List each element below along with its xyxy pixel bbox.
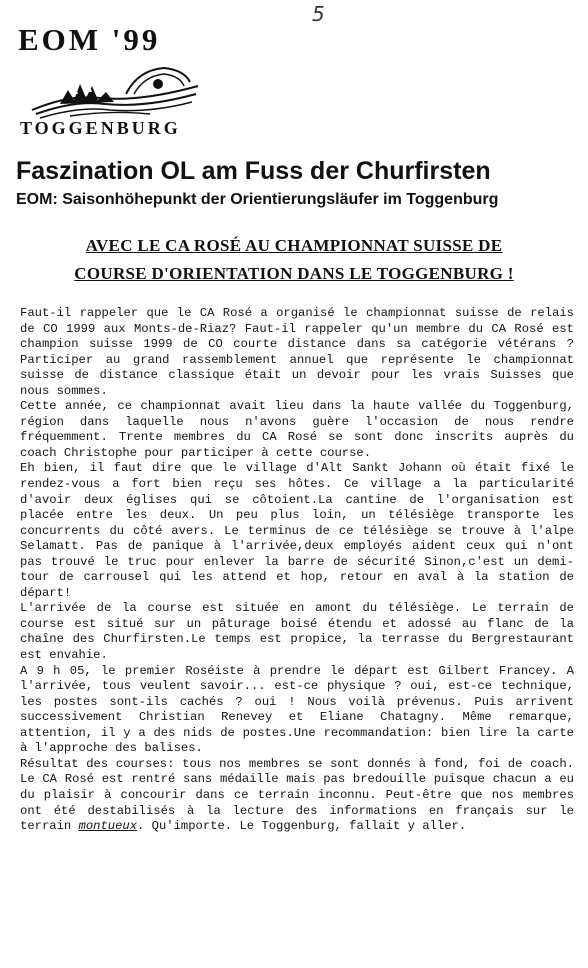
paragraph: Faut-il rappeler que le CA Rosé a organisé le championnat suisse de relais de CO 1999 aux Monts-de-Riaz? Faut-il rappeler qu'un membre du CA Rosé est champion suisse 1999 de CO courte distance dans sa catégorie vétérans ? Participer au grand rassemblement annuel que représente le championnat suisse de distance classique était un devoir pour les vrais Suisses que nous sommes.: [20, 306, 574, 398]
headline: Faszination OL am Fuss der Churfirsten: [16, 157, 491, 185]
page-number: 5: [312, 2, 325, 26]
subheadline: EOM: Saisonhöhepunkt der Orientierungsläufer im Toggenburg: [16, 191, 499, 208]
article-body: [20, 306, 574, 835]
article-title-line-2: COURSE D'ORIENTATION DANS LE TOGGENBURG !: [74, 264, 514, 283]
paragraph-last: [20, 757, 574, 835]
emphasized-word: montueux: [78, 819, 138, 834]
event-title: EOM '99: [18, 22, 161, 57]
paragraph: Eh bien, il faut dire que le village d'Alt Sankt Johann où était fixé le rendez-vous a fort bien reçu ses hôtes. Ce village a la particularité d'avoir deux églises qui se côtoient.La cantine de l'organisation est placée entre les deux. Un peu plus loin, un télésiège transporte les concurrents du côté avers. Le terminus de ce télésiège se trouve à l'alpe Selamatt. Pas de panique à l'arrivée,deux employés aident ceux qui n'ont pas trouvé le truc pour enlever la barre de sécurité Sinon,c'est un demi-tour de carrousel qui les attend et hop, retour en aval à la station de départ!: [20, 461, 574, 600]
paragraph: L'arrivée de la course est située en amont du télésiège. Le terrain de course est situé sur un pâturage boisé étendu et adossé au flanc de la chaîne des Churfirsten.Le temps est propice, la terrasse du Bergrestaurant est envahie.: [20, 601, 574, 663]
logo-wordmark: TOGGENBURG: [20, 118, 181, 138]
mountain-tree-logo-icon: [30, 64, 200, 122]
paragraph-last-tail: . Qu'importe. Le Toggenburg, fallait y aller.: [137, 819, 467, 834]
article-title-line-1: AVEC LE CA ROSÉ AU CHAMPIONNAT SUISSE DE: [85, 236, 503, 255]
paragraph: A 9 h 05, le premier Roséiste à prendre le départ est Gilbert Francey. A l'arrivée, tous veulent savoir... est-ce physique ? oui, est-ce technique, les postes sont-ils cachés ? oui ! Nous voilà prévenus. Puis arrivent successivement Christian Renevey et Eliane Chatagny. Même remarque, attention, il y a des nids de postes.Une recommandation: bien lire la carte à l'approche des balises.: [20, 663, 574, 756]
paragraph-last-text: Résultat des courses: tous nos membres se sont donnés à fond, foi de coach. Le CA Rosé est rentré sans médaille mais pas bredouille puisque chacun a eu du plaisir à concourir dans ce terrain inconnu. Peut-être que nos membres ont été destabilisés à la lecture des informations en français sur le terrain: [20, 756, 574, 834]
paragraph: Cette année, ce championnat avait lieu dans la haute vallée du Toggenburg, région dans laquelle nous n'avons guère l'occasion de nous rendre fréquemment. Trente membres du CA Rosé se sont donc inscrits auprès du coach Christophe pour participer à cette course.: [20, 399, 574, 460]
article-title: [0, 232, 588, 288]
